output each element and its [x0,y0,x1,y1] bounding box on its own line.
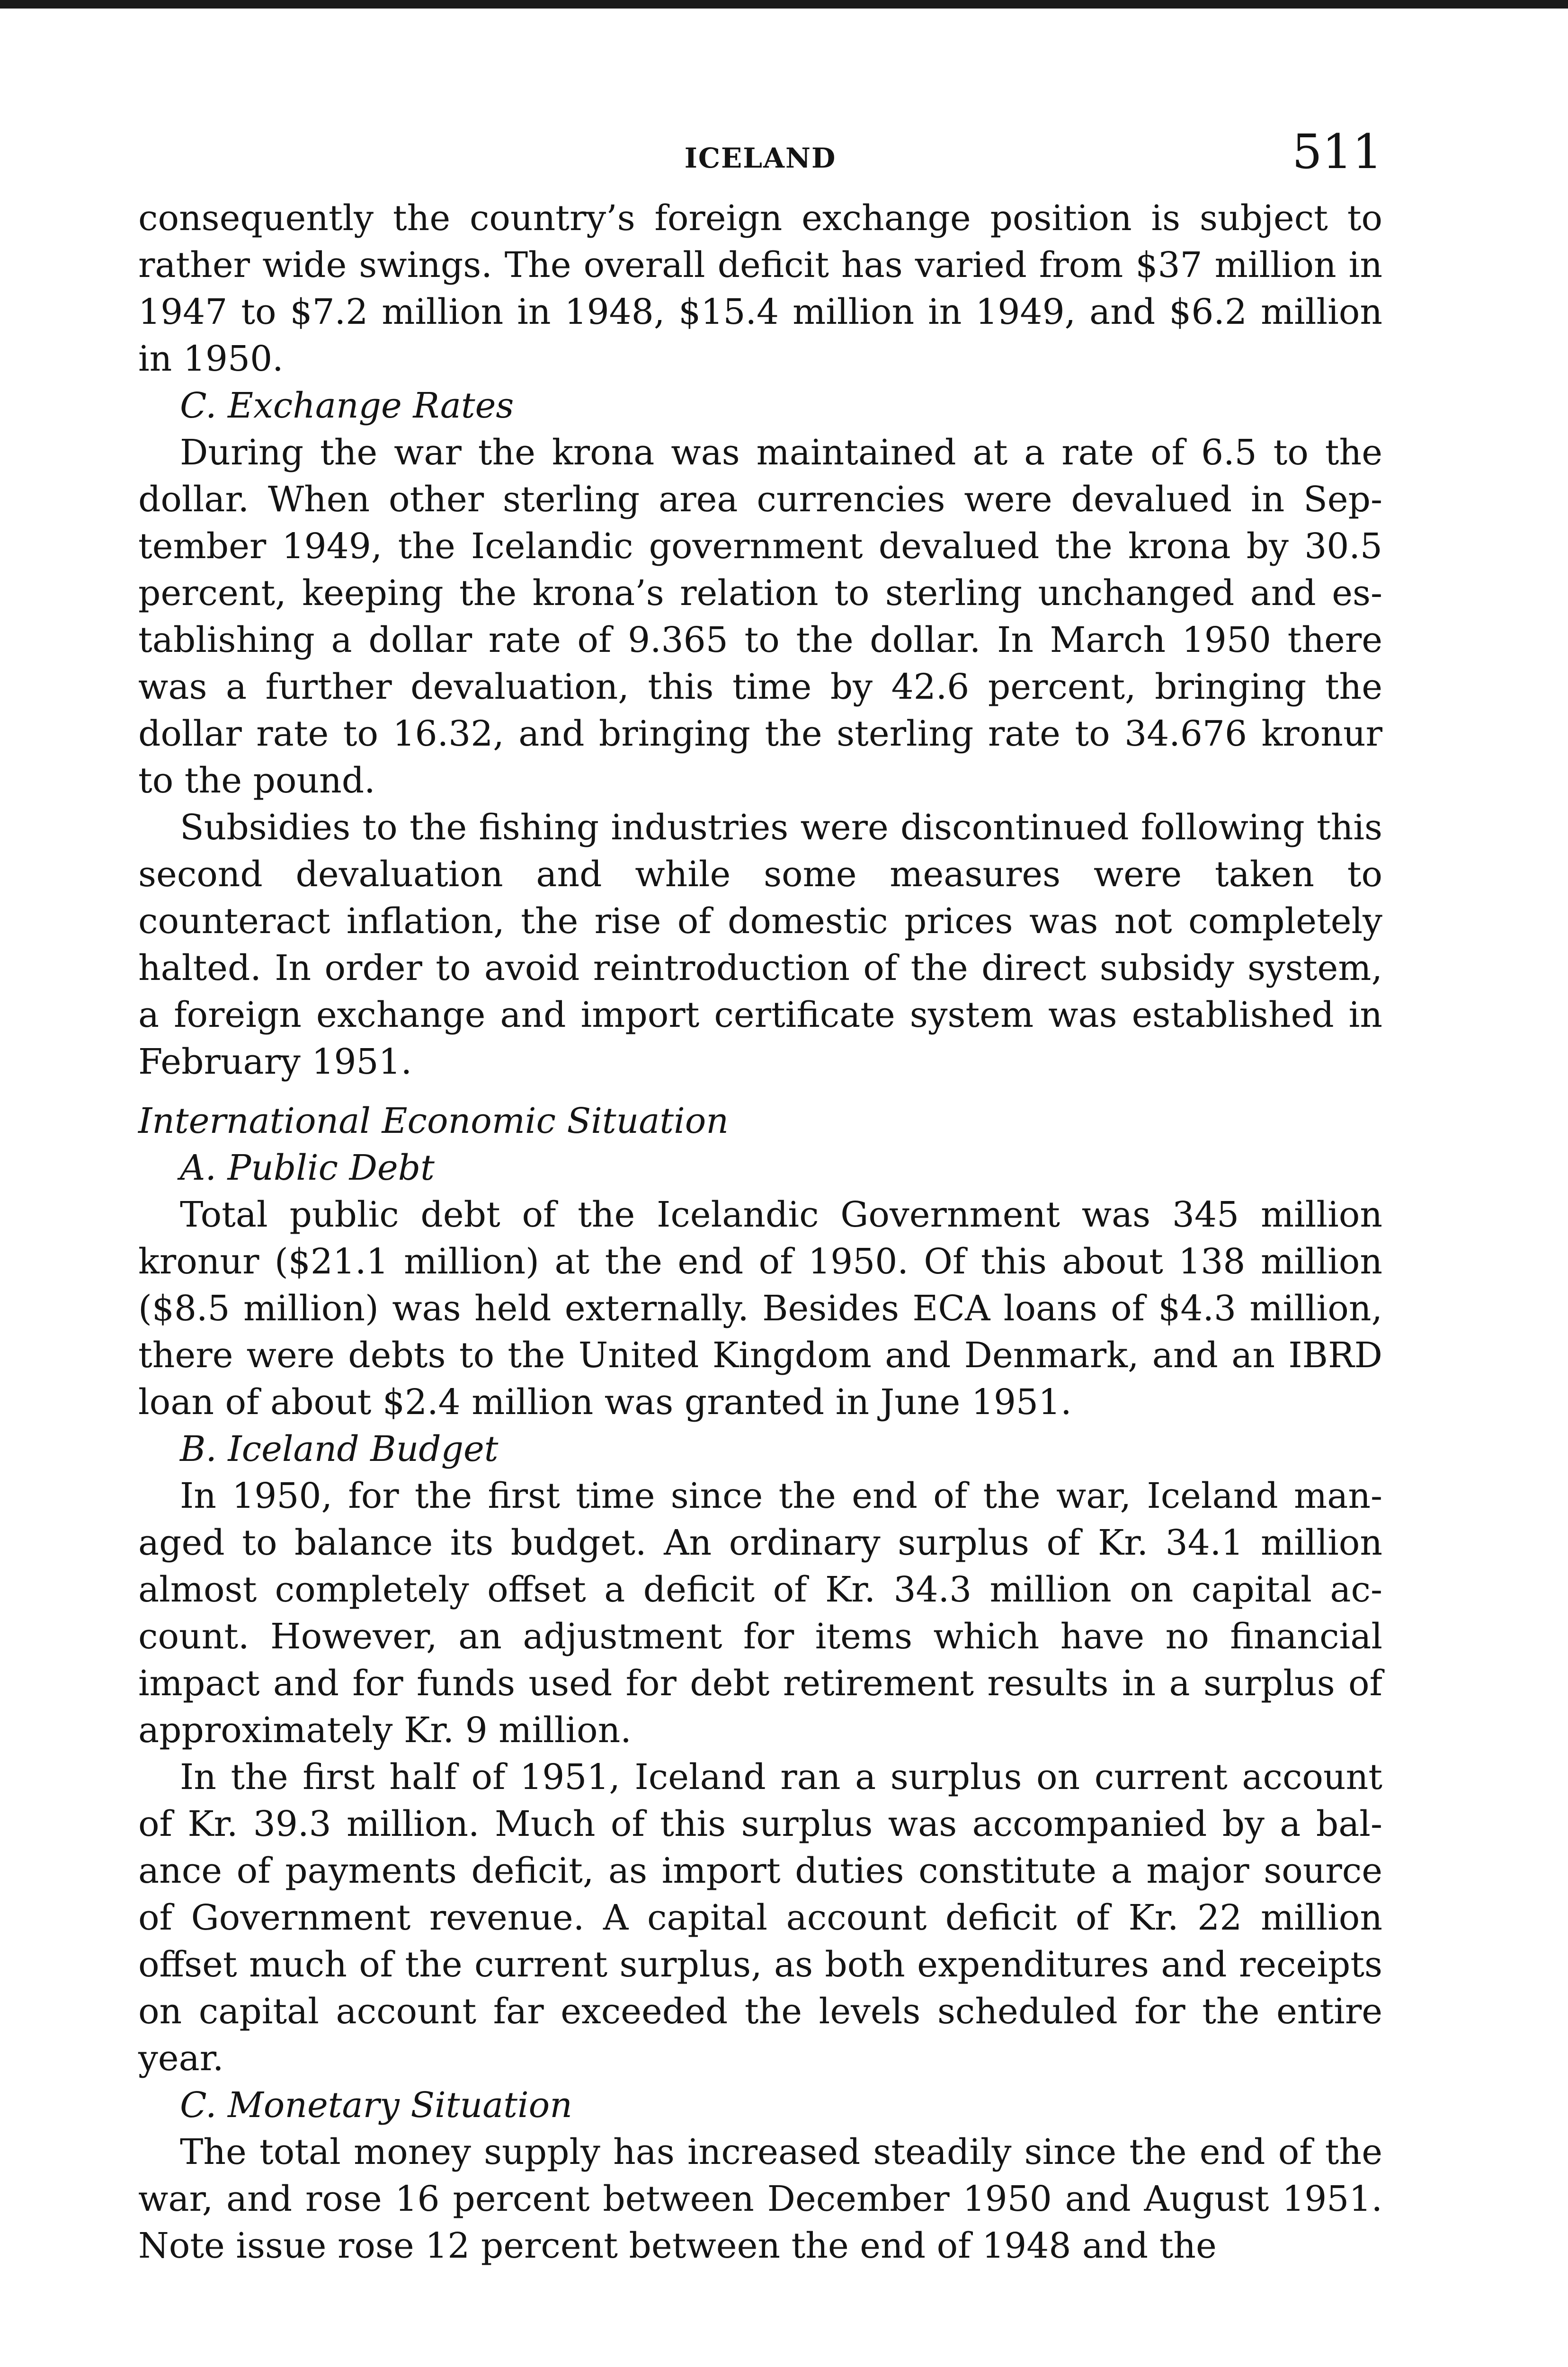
document-page [138,124,1382,2269]
paragraph-monetary-situation: The total money supply has increased steadily since the end of the war, and rose 16 percent between December 1950 and August 1951. Note issue rose 12 percent between the end of 1948 and the [138,2132,1382,2266]
paragraph-foreign-exchange-position: consequently the country’s foreign exchange position is subject to rather wide swings. The overall deficit has varied from $37 million in 1947 to $7.2 million in 1948, $15.4 million in 1949, and $6.2 million in 1950. [138,198,1382,379]
paragraph-public-debt: Total public debt of the Icelandic Government was 345 million kronur ($21.1 million) at the end of 1950. Of this about 138 million ($8.5 million) was held externally. Besides ECA loans of $4.3 million, there were debts to the United Kingdom and Denmark, and an IBRD loan of about $2.4 million was granted in June 1951. [138,1194,1382,1423]
subheading-iceland-budget: B. Iceland Budget [180,1429,499,1469]
section-heading-international-economic-situation: International Economic Situation [138,1101,729,1141]
paragraph-budget-1951: In the first half of 1951, Iceland ran a surplus on current account of Kr. 39.3 million. Much of this surplus was accompanied by a balance of payments deficit, as import duties constitute a major source of Government revenue. A capital account deficit of Kr. 22 million offset much of the current surplus, as both expenditures and receipts on capital account far exceeded the levels scheduled for the entire year. [138,1757,1382,2079]
running-head-title: ICELAND [684,142,837,174]
running-head [138,124,1382,195]
paragraph-budget-1950: In 1950, for the first time since the end of the war, Iceland managed to balance its budget. An ordinary surplus of Kr. 34.1 million almost completely offset a deficit of Kr. 34.3 million on capital account. However, an adjustment for items which have no financial impact and for funds used for debt retirement results in a surplus of approximately Kr. 9 million. [138,1476,1382,1751]
subheading-exchange-rates: C. Exchange Rates [180,385,514,426]
page-number: 511 [1292,124,1382,179]
paragraph-subsidies: Subsidies to the fishing industries were discontinued following this second devaluation and while some measures were taken to counteract inflation, the rise of domestic prices was not completely halted. In order to avoid reintroduction of the direct subsidy system, a foreign exchange and import certificate system was established in February 1951. [138,807,1382,1082]
top-border-rule [0,0,1568,9]
subheading-public-debt: A. Public Debt [180,1148,435,1188]
subheading-monetary-situation: C. Monetary Situation [180,2085,572,2126]
body-text [138,195,1382,2269]
paragraph-exchange-rates: During the war the krona was maintained at a rate of 6.5 to the dollar. When other sterling area currencies were devalued in September 1949, the Icelandic government devalued the krona by 30.5 percent, keeping the krona’s relation to sterling unchanged and establishing a dollar rate of 9.365 to the dollar. In March 1950 there was a further devaluation, this time by 42.6 percent, bringing the dollar rate to 16.32, and bringing the sterling rate to 34.676 kronur to the pound. [138,432,1382,801]
